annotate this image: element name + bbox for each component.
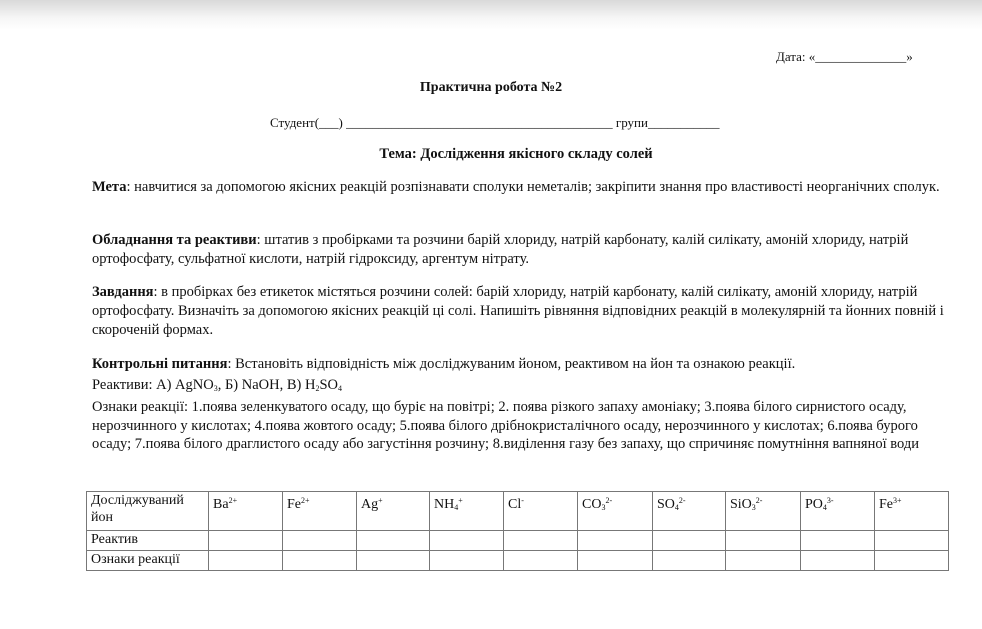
reagents-part-2: , Б) NaOH, В) H (217, 377, 316, 393)
ion-symbol: Fe (287, 497, 301, 512)
row-label-reagent: Реактив (87, 531, 209, 551)
date-label: Дата: « (776, 49, 816, 64)
page-title: Практична робота №2 (419, 80, 563, 95)
group-label: групи (615, 115, 648, 130)
date-blank: ______________ (815, 49, 907, 64)
row-label-signs: Ознаки реакції (87, 551, 209, 571)
ion-charge: 2- (605, 496, 613, 505)
ion-charge: 2- (678, 496, 686, 505)
task-paragraph (92, 283, 952, 340)
reagent-answer-cell[interactable] (653, 531, 726, 551)
ion-subscript: 3 (601, 503, 606, 512)
control-text: : Встановіть відповідність між досліджуваним йоном, реактивом на йон та ознакою реакції. (227, 356, 796, 372)
sign-answer-cell[interactable] (283, 551, 357, 571)
reagent-answer-cell[interactable] (578, 531, 653, 551)
reagent-sub-3: 4 (338, 384, 343, 393)
equipment-paragraph (92, 231, 952, 269)
ion-subscript: 4 (674, 503, 679, 512)
ion-subscript: 4 (822, 503, 827, 512)
ion-cell (430, 492, 504, 531)
table-row-reagent (87, 531, 949, 551)
ion-subscript: 3 (751, 503, 756, 512)
ion-cell (726, 492, 801, 531)
reagents-line (92, 377, 342, 394)
group-blank: ___________ (647, 115, 720, 130)
reagent-answer-cell[interactable] (801, 531, 875, 551)
sign-answer-cell[interactable] (504, 551, 578, 571)
ion-cell (504, 492, 578, 531)
control-label: Контрольні питання (92, 356, 228, 372)
sign-answer-cell[interactable] (801, 551, 875, 571)
equipment-label: Обладнання та реактиви (92, 232, 257, 248)
ion-symbol: Fe (879, 497, 893, 512)
goal-text: : навчитися за допомогою якісних реакцій розпізнавати сполуки неметалів; закріпити знання про властивості неорганічних сполук. (126, 179, 940, 195)
ion-symbol: SiO (730, 497, 752, 512)
ion-charge: + (458, 496, 463, 505)
viewer-top-shadow (0, 0, 982, 30)
sign-answer-cell[interactable] (875, 551, 949, 571)
ion-cell (875, 492, 949, 531)
ion-cell (801, 492, 875, 531)
sign-answer-cell[interactable] (578, 551, 653, 571)
ion-symbol: CO (582, 497, 602, 512)
sign-answer-cell[interactable] (209, 551, 283, 571)
ion-cell (578, 492, 653, 531)
ion-symbol: Ba (213, 497, 229, 512)
student-name-line: _________________________________________ (346, 115, 613, 130)
sign-answer-cell[interactable] (726, 551, 801, 571)
ion-subscript: 4 (454, 503, 459, 512)
sign-answer-cell[interactable] (653, 551, 726, 571)
equipment-text: : штатив з пробірками та розчини барій хлориду, натрій карбонату, калій силікату, амоній хлориду, натрій ортофосфату, сульфатної кислоти, натрій гідроксиду, аргентум нітрату. (92, 232, 909, 267)
ion-charge: 2+ (301, 496, 310, 505)
reaction-signs-paragraph: Ознаки реакції: 1.поява зеленкуватого осаду, що буріє на повітрі; 2. поява різкого запаху амоніаку; 3.поява білого сирнистого осаду, нерозчинного у кислотах; 4.поява жовтого осаду; 5.поява білого дрібнокристалічного осаду, нерозчинного у кислотах; 6.поява бурого осаду; 7.поява білого драглистого осаду або загустіння розчину; 8.виділення газу без запаху, що спричиняє помутніння вапняної води (92, 399, 919, 453)
student-label: Студент( (270, 115, 320, 130)
ion-cell (357, 492, 430, 531)
ion-table (86, 491, 949, 571)
ion-charge: 2+ (228, 496, 238, 505)
date-close: » (906, 49, 913, 64)
ion-cell (209, 492, 283, 531)
task-text: : в пробірках без етикеток містяться розчини солей: барій хлориду, натрій карбонату, калій силікату, амоній хлориду, натрій ортофосфату. Визначіть за допомогою якісних реакцій ці солі. Напишіть рівняння відповідних реакцій в молекулярній та йонних повній і скороченій формах. (92, 284, 944, 338)
ion-symbol: Cl (508, 497, 522, 512)
student-blank: ___ (319, 115, 339, 130)
date-field (776, 49, 913, 65)
sign-answer-cell[interactable] (357, 551, 430, 571)
control-questions-paragraph (92, 355, 952, 374)
ion-charge: 3- (826, 496, 834, 505)
ion-charge: + (378, 496, 383, 505)
reagents-prefix: Реактиви: А) AgNO (92, 377, 214, 393)
ion-symbol: NH (434, 497, 455, 512)
ion-symbol: Ag (361, 497, 379, 512)
reagent-answer-cell[interactable] (726, 531, 801, 551)
reagent-answer-cell[interactable] (357, 531, 430, 551)
topic-heading: Тема: Дослідження якісного складу солей (379, 146, 653, 162)
ion-cell (283, 492, 357, 531)
task-label: Завдання (92, 284, 154, 300)
table-row-signs (87, 551, 949, 571)
reagent-sub-1: 3 (213, 384, 218, 393)
ion-symbol: PO (805, 497, 823, 512)
reagent-answer-cell[interactable] (209, 531, 283, 551)
goal-paragraph (92, 178, 952, 197)
reagent-answer-cell[interactable] (504, 531, 578, 551)
ion-charge: 3+ (893, 496, 902, 505)
goal-label: Мета (92, 179, 127, 195)
reagent-answer-cell[interactable] (875, 531, 949, 551)
row-label-ion: Досліджуваний йон (87, 492, 209, 531)
reagent-sub-2: 2 (315, 384, 320, 393)
ion-symbol: SO (657, 497, 675, 512)
ion-charge: 2- (755, 496, 763, 505)
student-field (270, 115, 719, 131)
student-close: ) (338, 115, 343, 130)
ion-charge: - (521, 496, 524, 505)
reagent-answer-cell[interactable] (283, 531, 357, 551)
reagent-answer-cell[interactable] (430, 531, 504, 551)
sign-answer-cell[interactable] (430, 551, 504, 571)
table-row-ions (87, 492, 949, 531)
ion-cell (653, 492, 726, 531)
reagents-part-3: SO (319, 377, 339, 393)
